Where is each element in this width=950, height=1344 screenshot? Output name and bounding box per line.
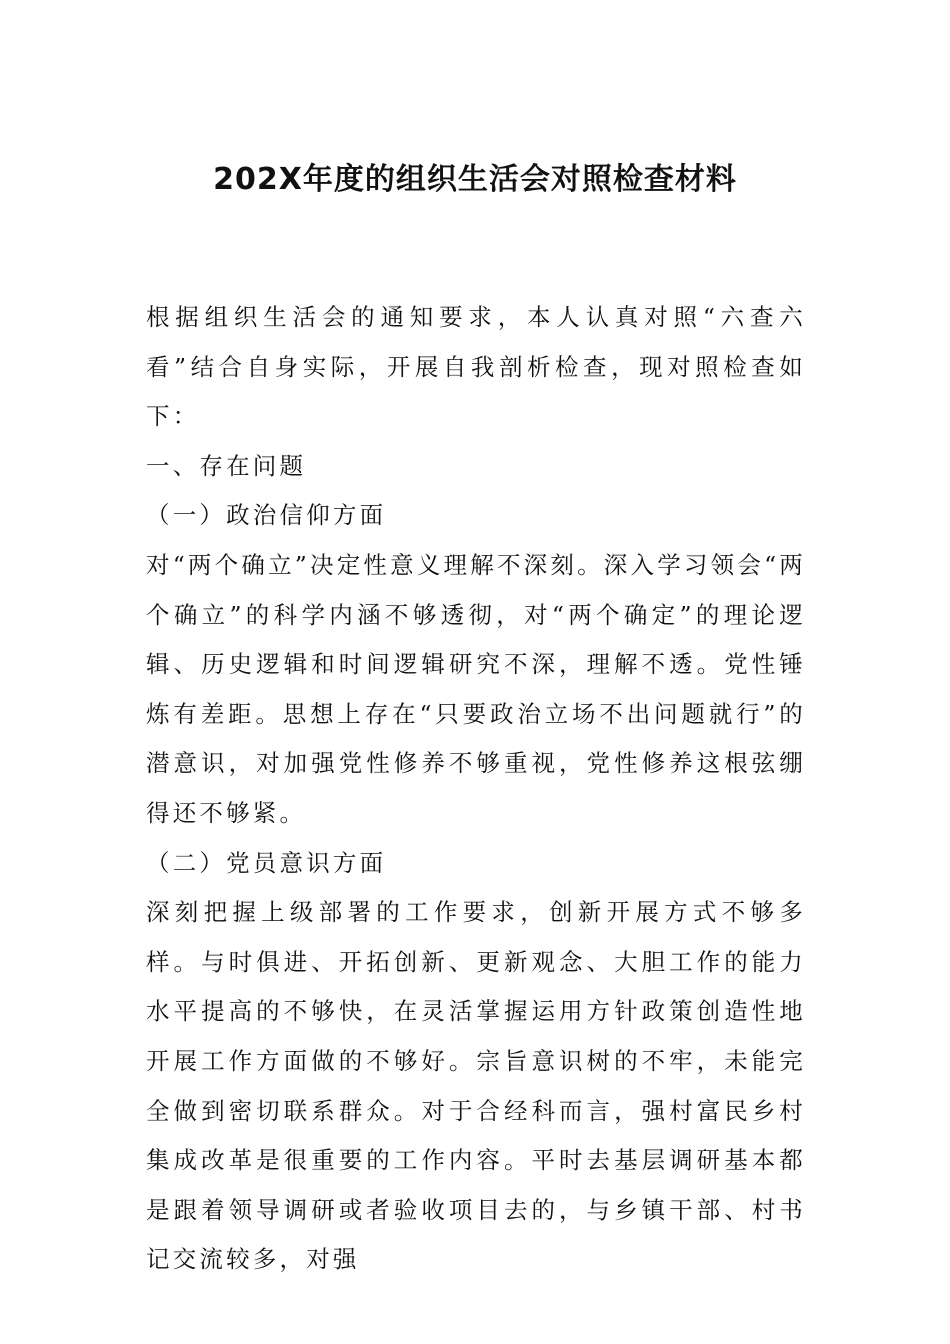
party-awareness-paragraph: 深刻把握上级部署的工作要求，创新开展方式不够多样。与时俱进、开拓创新、更新观念、大胆工作的能力水平提高的不够快，在灵活掌握运用方针政策创造性地开展工作方面做的不够好。宗旨意识树的不牢，未能完全做到密切联系群众。对于合经科而言，强村富民乡村集成改革是很重要的工作内容。平时去基层调研基本都是跟着领导调研或者验收项目去的，与乡镇干部、村书记交流较多，对强 [146, 898, 806, 1274]
document-body [146, 293, 806, 1285]
subsection-heading-party-awareness: （二）党员意识方面 [146, 848, 387, 877]
political-belief-paragraph: 对“两个确立”决定性意义理解不深刻。深入学习领会“两个确立”的科学内涵不够透彻，对“两个确定”的理论逻辑、历史逻辑和时间逻辑研究不深，理解不透。党性锤炼有差距。思想上存在“只要政治立场不出问题就行”的潜意识，对加强党性修养不够重视，党性修养这根弦绷得还不够紧。 [146, 550, 806, 827]
subsection-heading-political-belief: （一）政治信仰方面 [146, 501, 387, 530]
section-heading-problems: 一、存在问题 [146, 451, 307, 480]
document-title: 202X年度的组织生活会对照检查材料 [213, 162, 737, 197]
intro-paragraph: 根据组织生活会的通知要求，本人认真对照“六查六看”结合自身实际，开展自我剖析检查，现对照检查如下： [146, 303, 806, 431]
